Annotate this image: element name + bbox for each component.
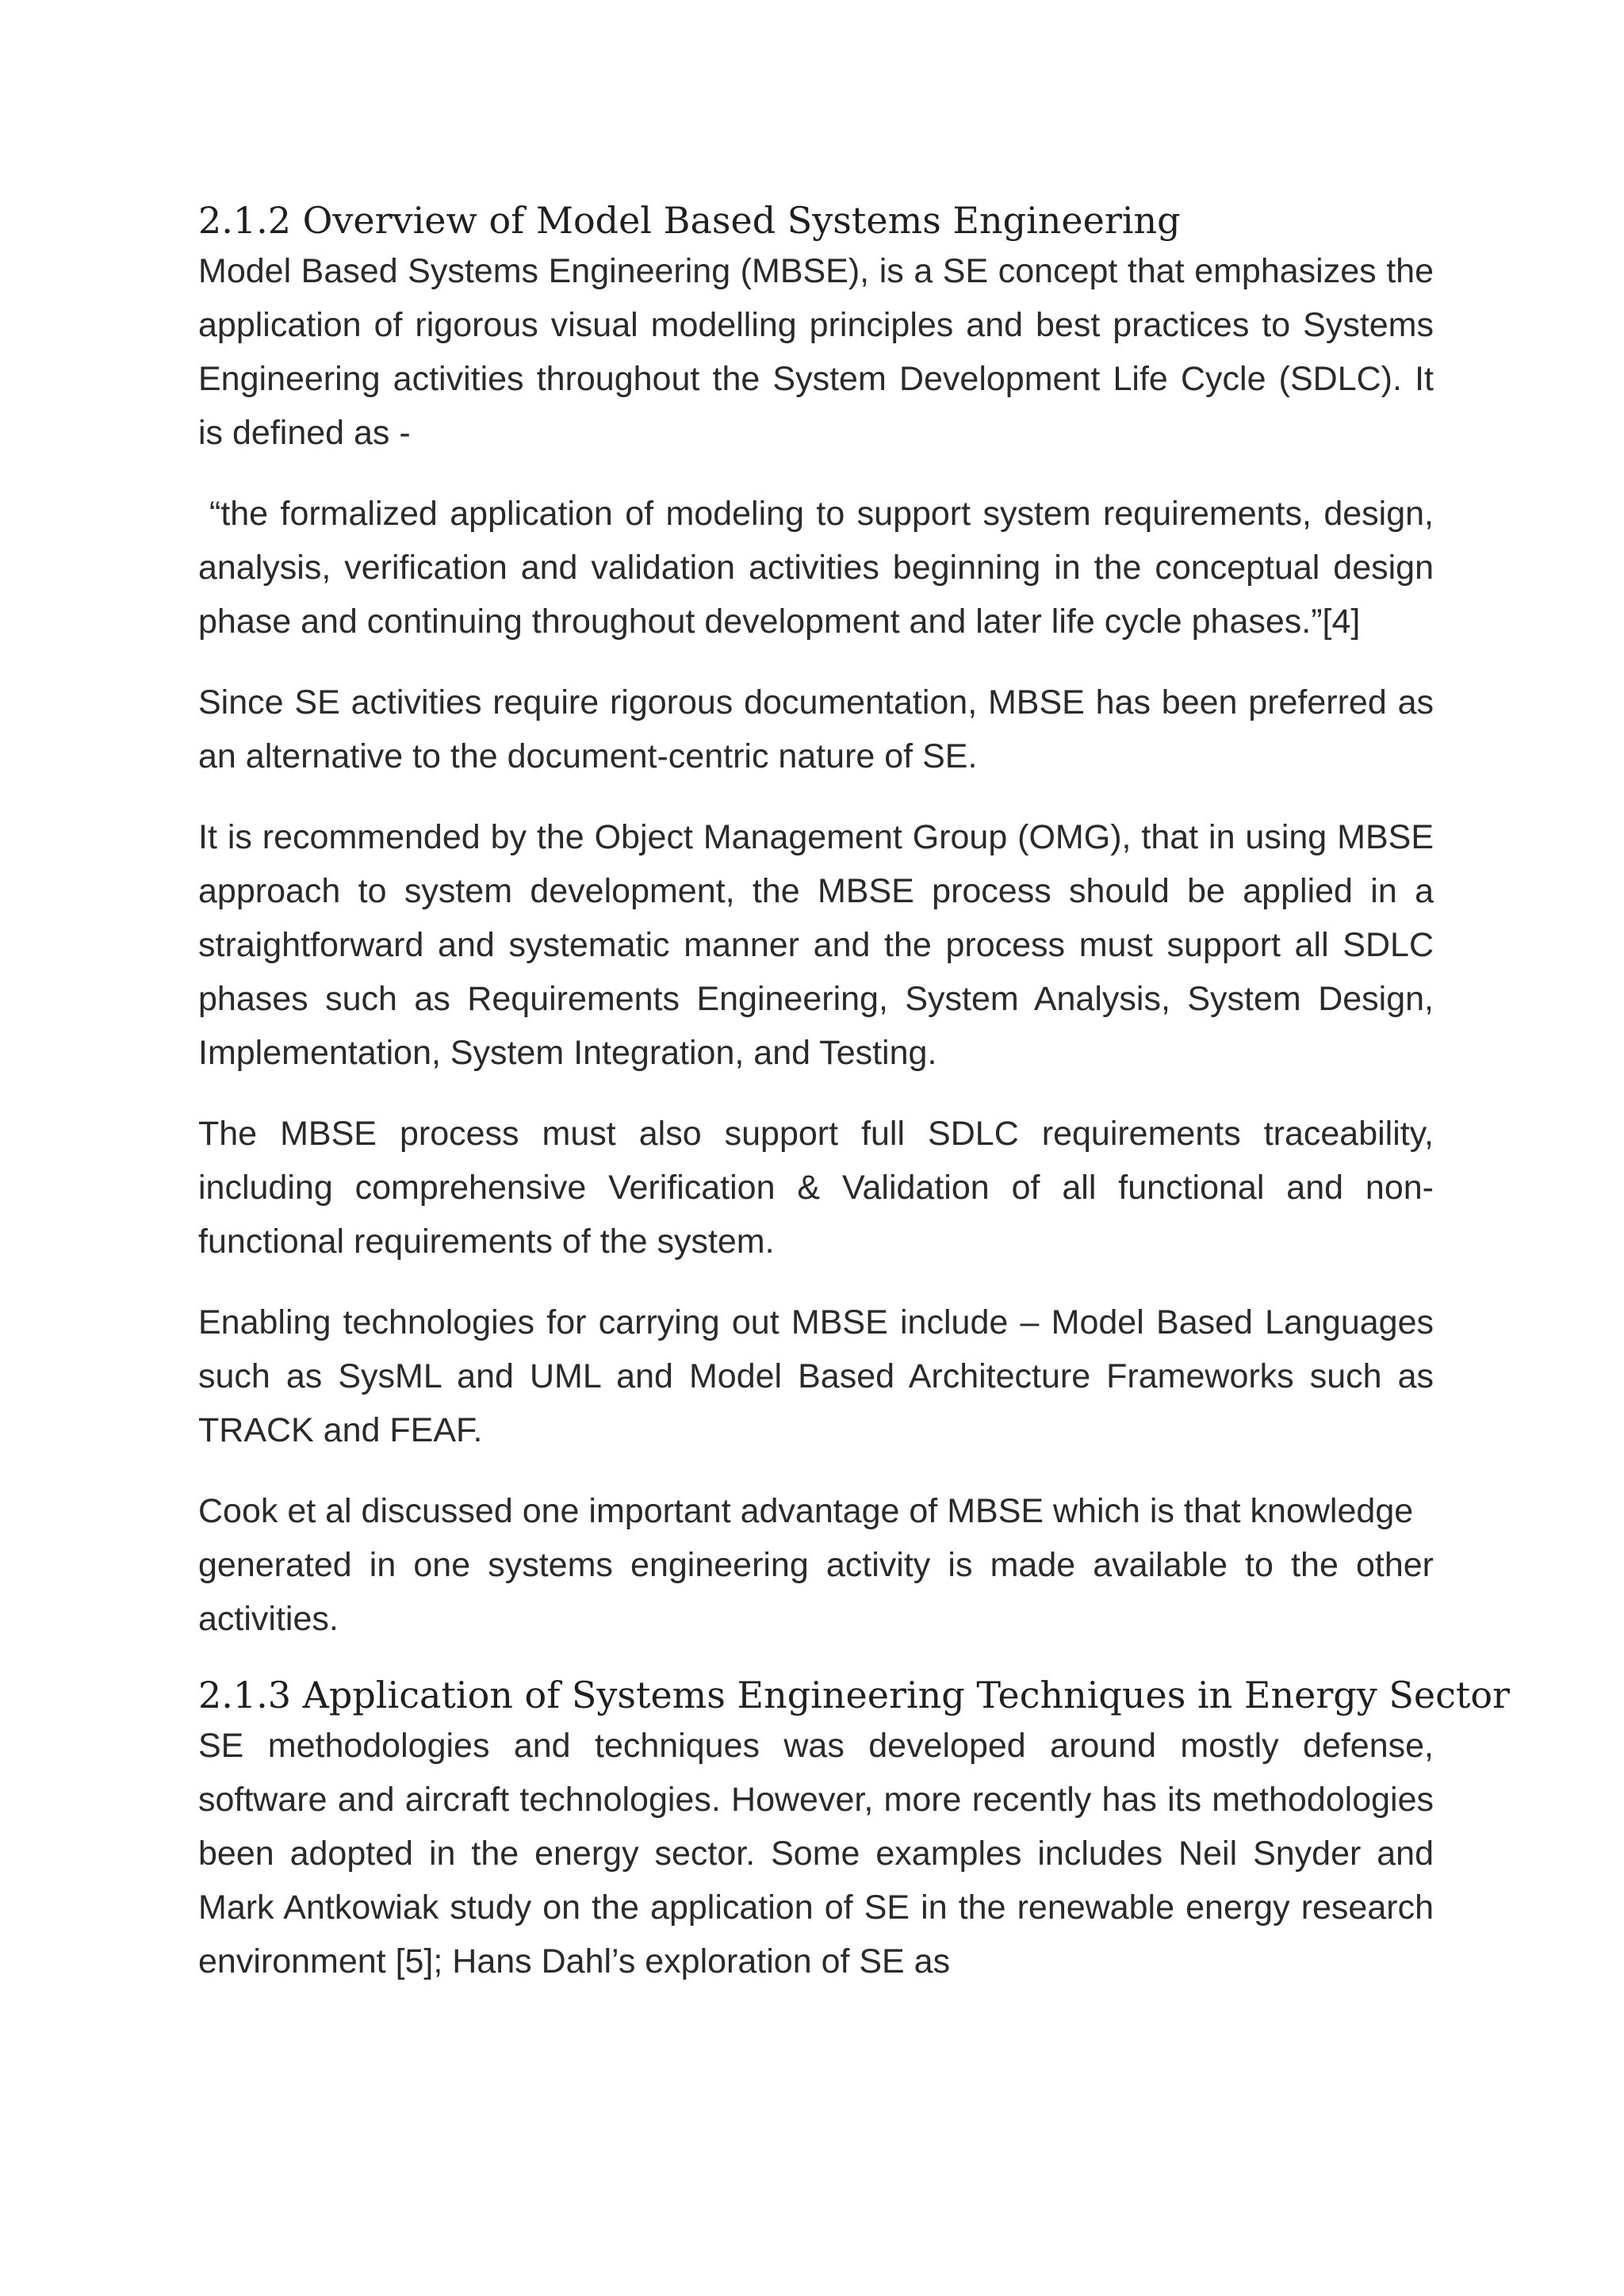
document-page bbox=[198, 198, 1511, 2015]
paragraph-traceability: The MBSE process must also support full SDLC requirements traceability, including comprehensive Verification & Validation of all functional and non-functional requirements of the system. bbox=[198, 1115, 1434, 1261]
paragraph-mbse-documentation: Since SE activities require rigorous documentation, MBSE has been preferred as an alternative to the document-centric nature of SE. bbox=[198, 683, 1434, 775]
paragraph-knowledge-shared: generated in one systems engineering activity is made available to the other activities. bbox=[198, 1546, 1434, 1638]
section-heading-mbse-overview: 2.1.2 Overview of Model Based Systems Engineering bbox=[198, 199, 1181, 242]
paragraph-mbse-definition-intro: Model Based Systems Engineering (MBSE), is a SE concept that emphasizes the application of rigorous visual modelling principles and best practices to Systems Engineering activities throughout the System Development Life Cycle (SDLC). It is defined as - bbox=[198, 252, 1434, 452]
paragraph-cook-advantage: Cook et al discussed one important advantage of MBSE which is that knowledge bbox=[198, 1492, 1414, 1530]
paragraph-energy-sector: SE methodologies and techniques was developed around mostly defense, software and aircraft technologies. However, more recently has its methodologies been adopted in the energy sector. Some examples includes Neil Snyder and Mark Antkowiak study on the application of SE in the renewable energy research environment [5]; Hans Dahl’s exploration of SE as bbox=[198, 1727, 1434, 1980]
section-heading-energy-sector: 2.1.3 Application of Systems Engineering Techniques in Energy Sector bbox=[198, 1674, 1511, 1716]
paragraph-enabling-technologies: Enabling technologies for carrying out MBSE include – Model Based Languages such as SysML and UML and Model Based Architecture Frameworks such as TRACK and FEAF. bbox=[198, 1303, 1434, 1449]
paragraph-mbse-quote: “the formalized application of modeling to support system requirements, design, analysis, verification and validation activities beginning in the conceptual design phase and continuing throughout development and later life cycle phases.”[4] bbox=[198, 495, 1434, 641]
paragraph-omg-recommendation: It is recommended by the Object Management Group (OMG), that in using MBSE approach to system development, the MBSE process should be applied in a straightforward and systematic manner and the process must support all SDLC phases such as Requirements Engineering, System Analysis, System Design, Implementation, System Integration, and Testing. bbox=[198, 818, 1434, 1072]
